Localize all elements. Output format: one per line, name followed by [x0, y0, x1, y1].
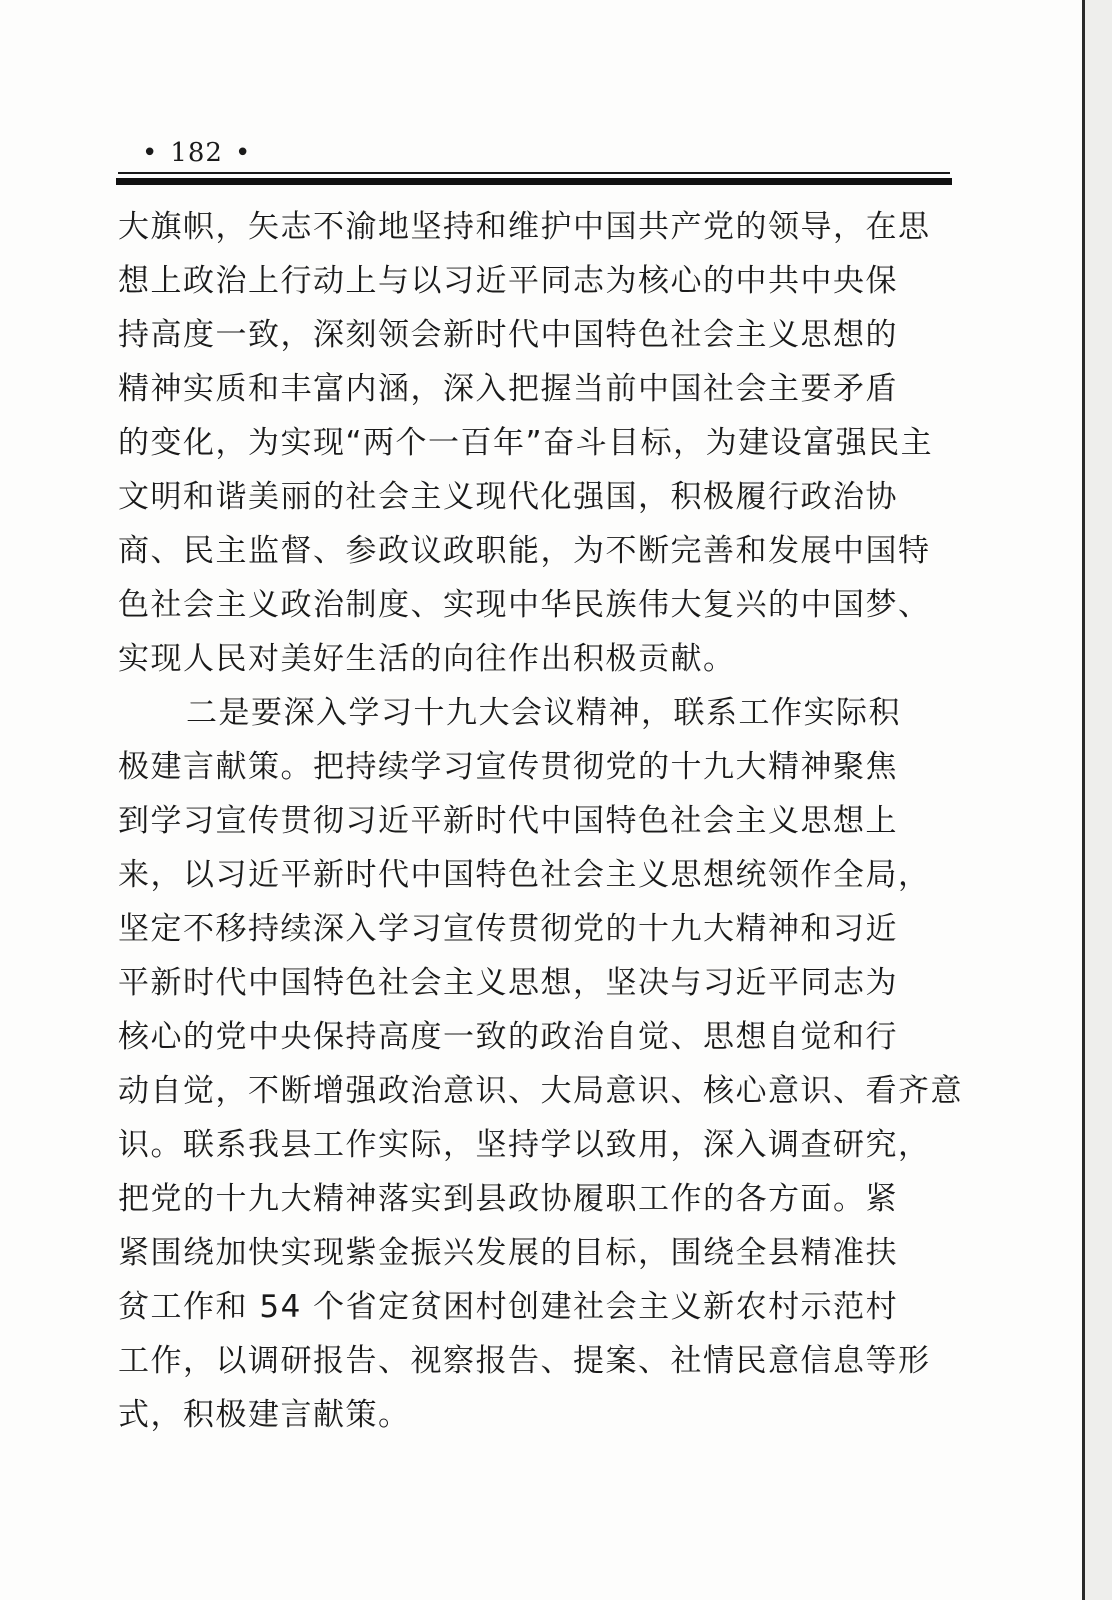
text-line: 的变化，为实现“两个一百年”奋斗目标，为建设富强民主 — [118, 425, 934, 461]
text-line: 把党的十九大精神落实到县政协履职工作的各方面。紧 — [118, 1181, 898, 1217]
page-number: 182 — [170, 138, 223, 168]
text-line: 紧围绕加快实现紫金振兴发展的目标，围绕全县精准扶 — [118, 1235, 898, 1271]
text-line: 平新时代中国特色社会主义思想，坚决与习近平同志为 — [118, 965, 898, 1001]
text-line: 精神实质和丰富内涵，深入把握当前中国社会主要矛盾 — [118, 371, 898, 407]
text-line: 贫工作和 54 个省定贫困村创建社会主义新农村示范村 — [118, 1289, 899, 1325]
header-rule-thick — [116, 178, 952, 185]
text-line: 来，以习近平新时代中国特色社会主义思想统领作全局， — [118, 857, 931, 893]
text-line: 识。联系我县工作实际，坚持学以致用，深入调查研究， — [118, 1127, 931, 1163]
page-header — [130, 138, 263, 168]
text-line: 持高度一致，深刻领会新时代中国特色社会主义思想的 — [118, 317, 898, 353]
text-line: 想上政治上行动上与以习近平同志为核心的中共中央保 — [118, 263, 898, 299]
paragraph-2 — [118, 686, 968, 1442]
text-line: 核心的党中央保持高度一致的政治自觉、思想自觉和行 — [118, 1019, 898, 1055]
text-line-first: 二是要深入学习十九大会议精神，联系工作实际积 — [186, 695, 901, 731]
text-line: 大旗帜，矢志不渝地坚持和维护中国共产党的领导，在思 — [118, 209, 931, 245]
text-line: 式，积极建言献策。 — [118, 1397, 411, 1433]
text-line: 到学习宣传贯彻习近平新时代中国特色社会主义思想上 — [118, 803, 898, 839]
text-line: 文明和谐美丽的社会主义现代化强国，积极履行政治协 — [118, 479, 898, 515]
paragraph-1 — [118, 200, 968, 686]
header-rule-thin — [118, 172, 950, 174]
text-line: 动自觉，不断增强政治意识、大局意识、核心意识、看齐意 — [118, 1073, 963, 1109]
text-line: 工作，以调研报告、视察报告、提案、社情民意信息等形 — [118, 1343, 931, 1379]
text-line: 坚定不移持续深入学习宣传贯彻党的十九大精神和习近 — [118, 911, 898, 947]
header-dot-right: • — [234, 138, 252, 168]
header-dot-left: • — [142, 138, 159, 168]
text-line: 商、民主监督、参政议政职能，为不断完善和发展中国特 — [118, 533, 931, 569]
text-line: 实现人民对美好生活的向往作出积极贡献。 — [118, 641, 736, 677]
text-line: 极建言献策。把持续学习宣传贯彻党的十九大精神聚焦 — [118, 749, 898, 785]
page-right-margin — [1085, 0, 1112, 1600]
body-text — [118, 200, 968, 1442]
text-line: 色社会主义政治制度、实现中华民族伟大复兴的中国梦、 — [118, 587, 931, 623]
